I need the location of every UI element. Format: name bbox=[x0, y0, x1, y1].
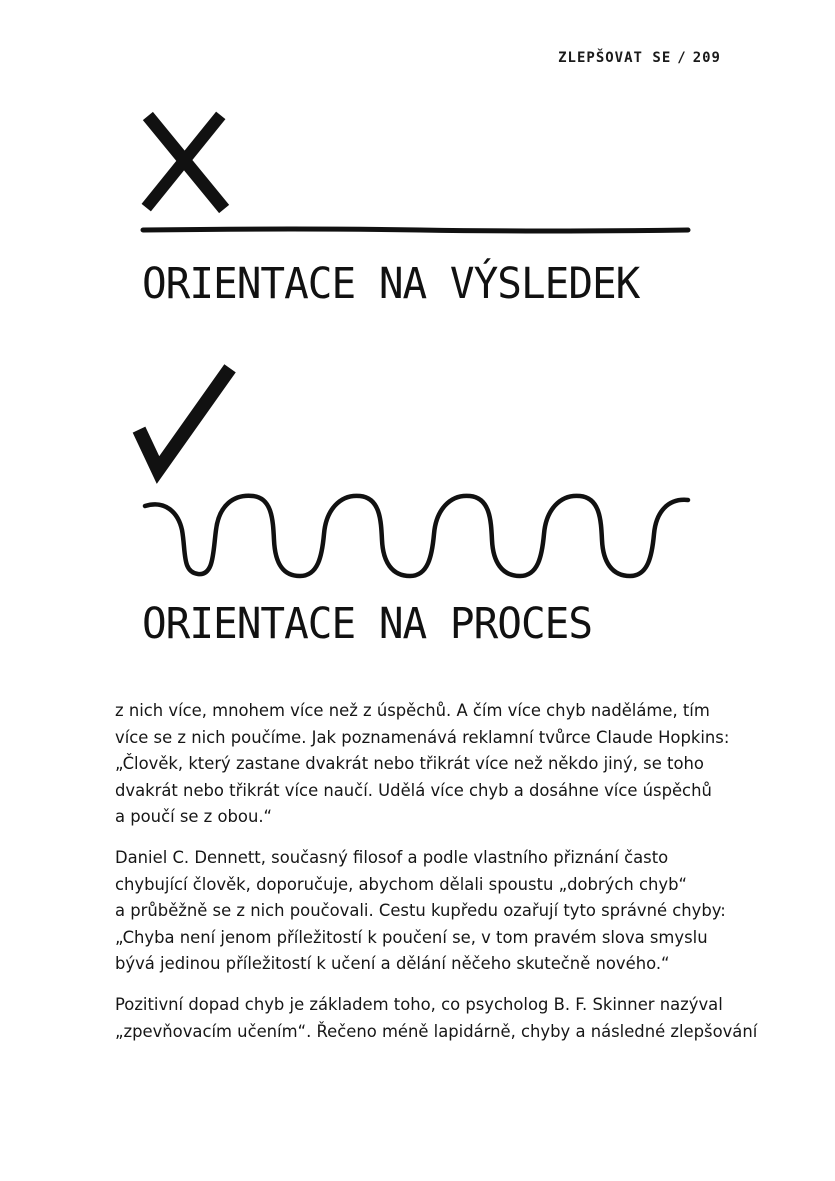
text-line: více se z nich poučíme. Jak poznamenává reklamní tvůrce Claude Hopkins: bbox=[115, 727, 730, 747]
text-line: Pozitivní dopad chyb je základem toho, co psycholog B. F. Skinner nazýval bbox=[115, 994, 723, 1014]
paragraph bbox=[115, 992, 758, 1045]
text-line: a průběžně se z nich poučovali. Cestu kupředu ozařují tyto správné chyby: bbox=[115, 901, 726, 921]
cross-icon bbox=[150, 120, 220, 204]
chapter-title: ZLEPŠOVAT SE bbox=[558, 50, 672, 66]
result-orientation-label: ORIENTACE NA VÝSLEDEK bbox=[142, 258, 640, 309]
text-line: chybující člověk, doporučuje, abychom dělali spoustu „dobrých chyb“ bbox=[115, 874, 687, 894]
straight-line bbox=[143, 229, 688, 231]
paragraph bbox=[115, 845, 725, 978]
header-separator: / bbox=[677, 50, 687, 66]
text-line: a poučí se z obou.“ bbox=[115, 807, 273, 827]
text-line: dvakrát nebo třikrát více naučí. Udělá více chyb a dosáhne více úspěchů bbox=[115, 780, 712, 800]
text-line: „Člověk, který zastane dvakrát nebo třikrát více než někdo jiný, se toho bbox=[115, 754, 704, 774]
text-line: z nich více, mnohem více než z úspěchů. A čím více chyb naděláme, tím bbox=[115, 701, 710, 720]
text-line: bývá jedinou příležitostí k učení a dělání něčeho skutečně nového.“ bbox=[115, 954, 670, 974]
wavy-line bbox=[145, 496, 688, 576]
text-line: „Chyba není jenom příležitostí k poučení se, v tom pravém slova smyslu bbox=[115, 927, 708, 947]
text-line: Daniel C. Dennett, současný filosof a podle vlastního přiznání často bbox=[115, 847, 669, 867]
paragraph bbox=[115, 698, 730, 831]
body-text bbox=[115, 698, 758, 1059]
check-icon bbox=[142, 374, 226, 470]
text-line: „zpevňovacím učením“. Řečeno méně lapidárně, chyby a následné zlepšování bbox=[115, 1021, 758, 1041]
process-orientation-label: ORIENTACE NA PROCES bbox=[142, 598, 592, 649]
page-number: 209 bbox=[692, 50, 721, 66]
